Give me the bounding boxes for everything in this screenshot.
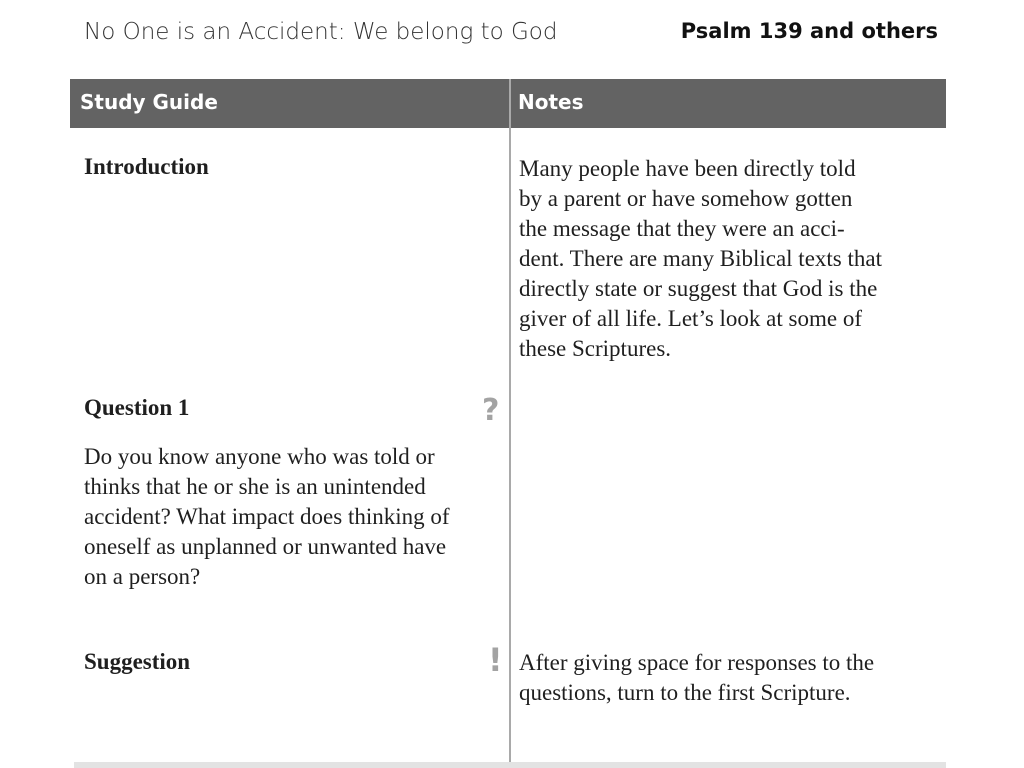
- introduction-notes-line: the message that they were an acci-: [519, 216, 845, 241]
- question-1-text-line: Do you know anyone who was told or: [84, 444, 435, 469]
- suggestion-heading: Suggestion: [84, 649, 191, 674]
- scripture-reference: Psalm 139 and others: [680, 19, 938, 43]
- introduction-notes-line: Many people have been directly told: [519, 156, 856, 181]
- question-1-text-line: accident? What impact does thinking of: [84, 504, 450, 529]
- question-1-text-line: oneself as unplanned or unwanted have: [84, 534, 447, 559]
- introduction-notes-line: directly state or suggest that God is the: [519, 276, 878, 301]
- table-header: [70, 79, 946, 128]
- introduction-notes: [519, 154, 882, 364]
- header-study-guide: Study Guide: [80, 90, 218, 114]
- page-title: No One is an Accident: We belong to God: [84, 19, 558, 45]
- question-1-text-line: thinks that he or she is an unintended: [84, 474, 426, 499]
- suggestion-notes-line: After giving space for responses to the: [519, 650, 875, 675]
- question-1-text-line: on a person?: [84, 564, 201, 589]
- suggestion-notes: [519, 648, 874, 708]
- introduction-heading: Introduction: [84, 154, 209, 179]
- header-notes: Notes: [518, 90, 584, 114]
- suggestion-notes-line: questions, turn to the first Scripture.: [519, 680, 851, 705]
- introduction-notes-line: these Scriptures.: [519, 336, 672, 361]
- question-1-text: [84, 442, 450, 592]
- column-divider: [509, 79, 511, 768]
- introduction-notes-line: by a parent or have somehow gotten: [519, 186, 853, 211]
- introduction-notes-line: dent. There are many Biblical texts that: [519, 246, 882, 271]
- question-1-heading: Question 1: [84, 395, 190, 420]
- exclamation-mark-icon: !: [488, 641, 503, 679]
- introduction-notes-line: giver of all life. Let’s look at some of: [519, 306, 862, 331]
- question-mark-icon: ?: [482, 393, 500, 428]
- bottom-rule: [74, 762, 946, 768]
